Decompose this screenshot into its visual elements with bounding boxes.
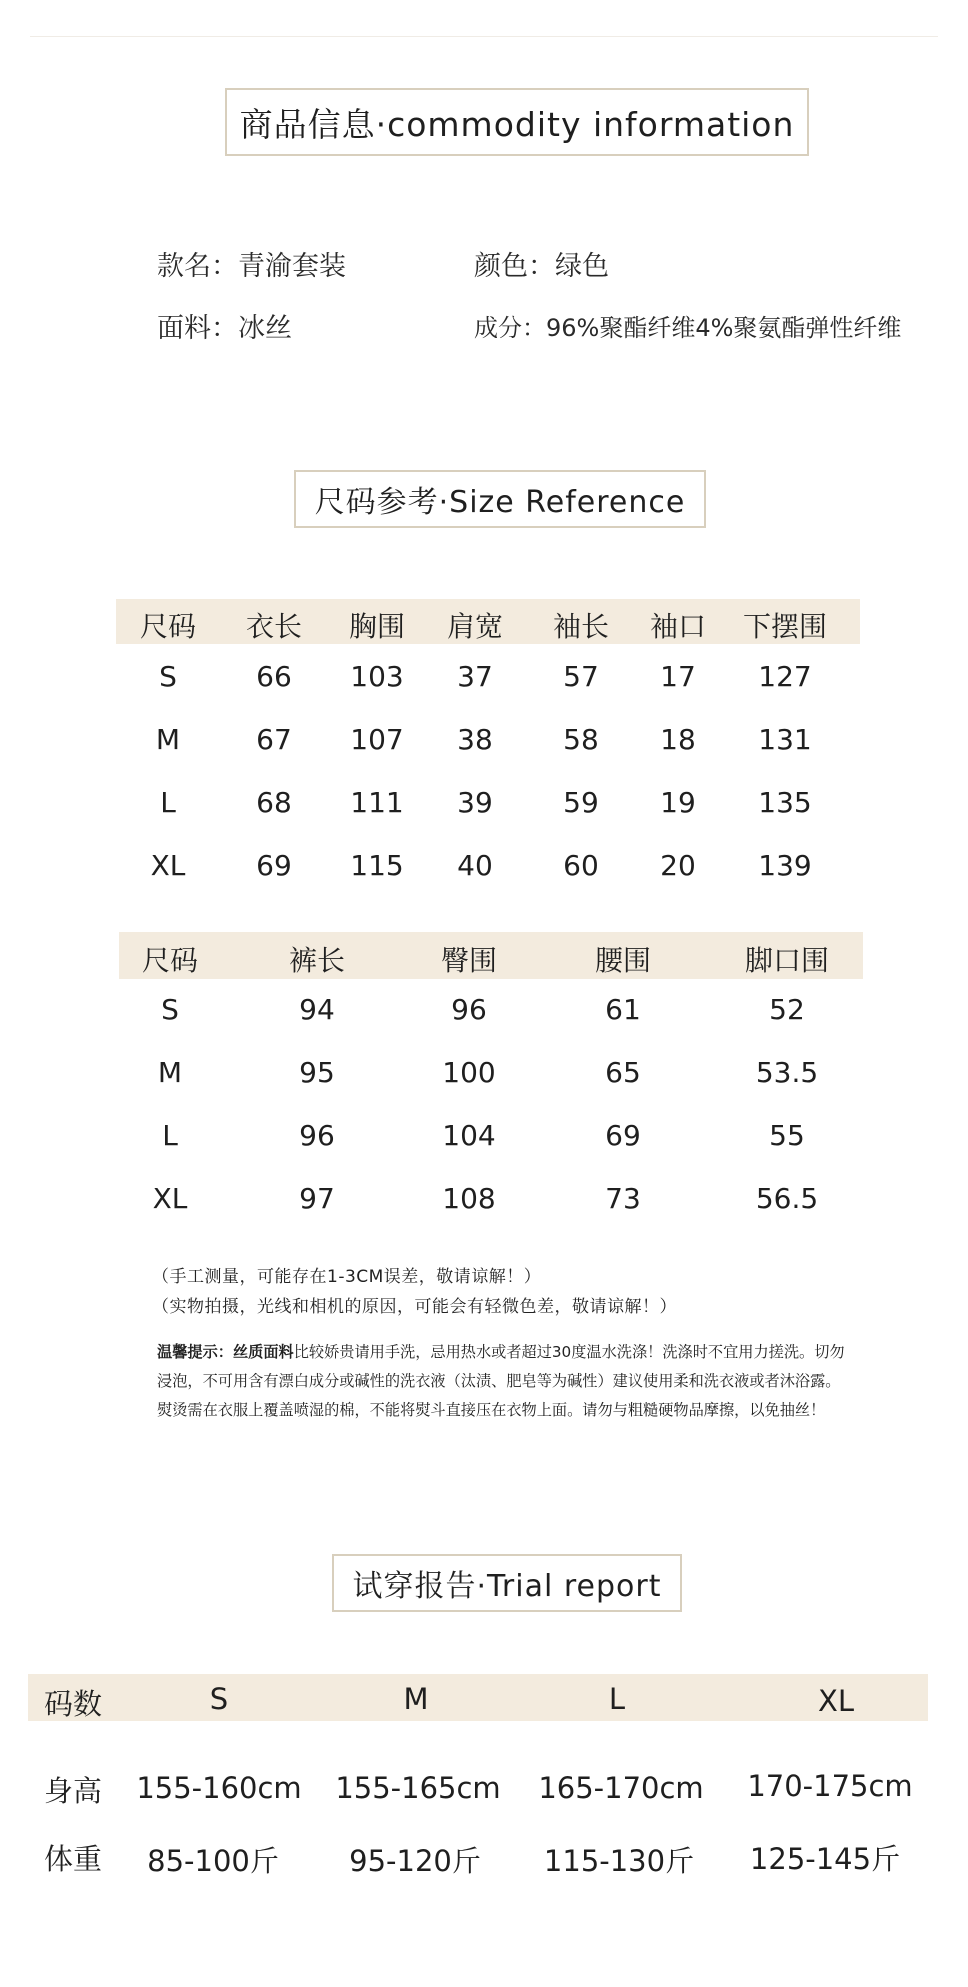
trial-report-title-text: 试穿报告·Trial report (352, 1569, 662, 1604)
style-name: 款名：青渝套装 (157, 251, 346, 282)
table-cell: XL (152, 1182, 188, 1215)
table-cell: 65 (605, 1056, 641, 1089)
table-cell: 115-130斤 (543, 1844, 695, 1878)
header-cell: 袖口 (649, 610, 707, 643)
color-note: （实物拍摄，光线和相机的原因，可能会有轻微色差，敬请谅解！） (152, 1297, 677, 1317)
header-cell: S (209, 1682, 229, 1716)
header-cell: 尺码 (139, 610, 197, 643)
header-cell: M (403, 1682, 429, 1716)
header-cell: 下摆围 (742, 610, 828, 643)
header-cell: 肩宽 (446, 610, 504, 643)
table-cell: 94 (299, 993, 335, 1026)
commodity-title-text: 商品信息·commodity information (239, 104, 795, 144)
header-cell: 臀围 (440, 944, 498, 977)
table-cell: 111 (350, 786, 404, 819)
table-cell: 58 (563, 723, 599, 756)
table-cell: 19 (660, 786, 696, 819)
top-size-table (116, 599, 860, 889)
table-cell: 95-120斤 (349, 1844, 481, 1878)
table-cell: M (157, 1056, 183, 1089)
table-cell: 170-175cm (747, 1769, 913, 1803)
table-cell: S (159, 660, 177, 693)
table-cell: 57 (563, 660, 599, 693)
table-cell: 40 (457, 849, 493, 882)
care-tips-text: 比较娇贵请用手洗，忌用热水或者超过30度温水洗涤！洗涤时不宜用力搓洗。切勿浸泡，不可用含有漂白成分或碱性的洗衣液（汰渍、肥皂等为碱性）建议使用柔和洗衣液或者沐浴露。熨烫需在衣服上覆盖喷湿的棉，不能将熨斗直接压在衣物上面。请勿与粗糙硬物品摩擦，以免抽丝！ (157, 1343, 845, 1419)
table-cell: M (155, 723, 181, 756)
header-cell: 胸围 (348, 610, 406, 643)
table-cell: 69 (256, 849, 292, 882)
table-cell: 59 (563, 786, 599, 819)
trial-report-header (28, 1674, 928, 1721)
size-reference-title-text: 尺码参考·Size Reference (314, 485, 686, 520)
trial-report-table (28, 1674, 928, 1878)
header-cell: 衣长 (245, 610, 303, 643)
table-cell: L (160, 786, 176, 819)
table-cell: 55 (769, 1119, 805, 1152)
table-cell: 39 (457, 786, 493, 819)
table-cell: 17 (660, 660, 696, 693)
table-cell: 体重 (43, 1842, 103, 1876)
table-cell: 18 (660, 723, 696, 756)
care-tips-fabric: 丝质面料 (232, 1343, 294, 1361)
trial-report-title (332, 1554, 682, 1612)
table-cell: 85-100斤 (147, 1844, 279, 1878)
table-cell: L (162, 1119, 178, 1152)
header-cell: 裤长 (288, 944, 346, 977)
table-cell: 68 (256, 786, 292, 819)
table-cell: 103 (350, 660, 404, 693)
table-cell: 131 (758, 723, 812, 756)
table-cell: 73 (605, 1182, 641, 1215)
table-cell: S (161, 993, 179, 1026)
table-cell: 身高 (43, 1774, 103, 1808)
table-cell: 95 (299, 1056, 335, 1089)
table-cell: 96 (299, 1119, 335, 1152)
header-cell: 腰围 (594, 944, 652, 977)
header-cell: L (608, 1682, 626, 1716)
table-cell: 97 (299, 1182, 335, 1215)
color-info: 颜色：绿色 (474, 251, 609, 282)
pants-size-table (119, 932, 863, 1222)
table-cell: 100 (442, 1056, 496, 1089)
composition-info: 成分：96%聚酯纤维4%聚氨酯弹性纤维 (474, 314, 902, 342)
table-cell: 53.5 (755, 1056, 819, 1089)
commodity-title (225, 88, 809, 156)
table-cell: 20 (660, 849, 696, 882)
table-cell: 125-145斤 (749, 1842, 901, 1876)
table-cell: 115 (350, 849, 404, 882)
table-cell: 67 (256, 723, 292, 756)
header-cell: XL (817, 1684, 855, 1718)
table-cell: 69 (605, 1119, 641, 1152)
size-reference-title (294, 470, 706, 528)
top-divider (30, 36, 938, 37)
header-cell: 脚口围 (744, 944, 830, 977)
table-cell: 66 (256, 660, 292, 693)
table-cell: XL (150, 849, 186, 882)
table-cell: 108 (442, 1182, 496, 1215)
table-cell: 107 (350, 723, 404, 756)
table-cell: 38 (457, 723, 493, 756)
table-cell: 165-170cm (538, 1771, 704, 1805)
table-cell: 127 (758, 660, 812, 693)
table-cell: 60 (563, 849, 599, 882)
fabric-info: 面料：冰丝 (157, 313, 292, 344)
table-cell: 155-165cm (335, 1771, 501, 1805)
care-tips (157, 1338, 847, 1425)
table-cell: 96 (451, 993, 487, 1026)
header-cell: 袖长 (552, 610, 610, 643)
table-cell: 52 (769, 993, 805, 1026)
measurement-note: （手工测量，可能存在1-3CM误差，敬请谅解！） (152, 1267, 542, 1287)
table-cell: 56.5 (755, 1182, 819, 1215)
header-cell: 码数 (43, 1687, 103, 1721)
care-tips-label: 温馨提示： (157, 1343, 233, 1361)
table-cell: 37 (457, 660, 493, 693)
header-cell: 尺码 (141, 944, 199, 977)
table-cell: 139 (758, 849, 812, 882)
table-cell: 104 (442, 1119, 496, 1152)
table-cell: 155-160cm (136, 1771, 302, 1805)
table-cell: 135 (758, 786, 812, 819)
table-cell: 61 (605, 993, 641, 1026)
